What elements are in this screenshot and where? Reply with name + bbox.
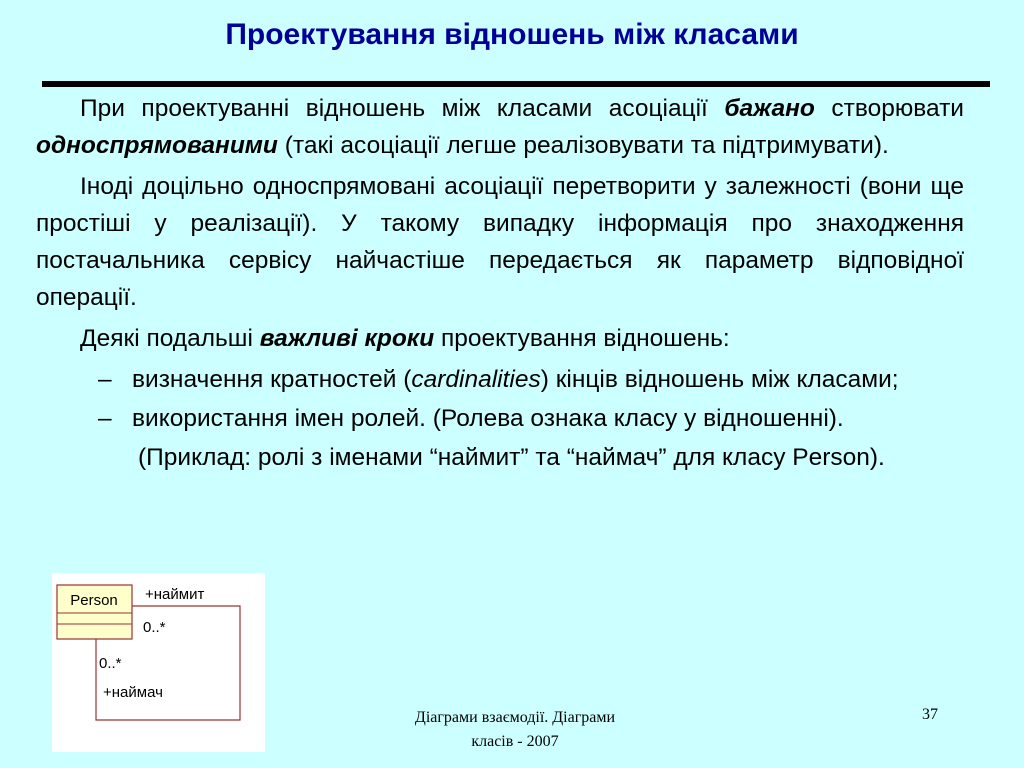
role-left-label: +наймач	[103, 684, 163, 701]
item2-text: використання імен ролей. (Ролева ознака класу у відношенні).	[132, 405, 844, 432]
bullet-dash: –	[98, 405, 112, 432]
paragraph-3	[36, 320, 964, 357]
slide-title: Проектування відношень між класами	[225, 18, 799, 51]
list-item	[36, 400, 964, 437]
item1-text-1: визначення кратностей (	[132, 366, 412, 393]
page-number: 37	[922, 706, 938, 723]
p1-text-3: (такі асоціації легше реалізовувати та підтримувати).	[277, 132, 889, 159]
paragraph-1	[36, 90, 964, 164]
p1-text-2: створювати	[814, 95, 964, 122]
list-item-continuation: (Приклад: ролі з іменами “наймит” та “наймач” для класу Person).	[138, 444, 885, 471]
slide-body	[36, 90, 964, 476]
bullet-dash: –	[98, 366, 112, 393]
role-top-label: +наймит	[145, 586, 205, 603]
footer-line-2: класів - 2007	[471, 733, 559, 750]
p3-text-1: Деякі подальші	[80, 325, 260, 352]
p3-text-2: проектування відношень:	[434, 325, 730, 352]
item1-italic: cardinalities	[411, 366, 541, 393]
multiplicity-left-label: 0..*	[99, 655, 122, 672]
list-item	[36, 361, 964, 398]
uml-diagram-svg	[52, 573, 265, 752]
slide-footer	[370, 706, 660, 754]
uml-class-diagram	[52, 573, 265, 752]
p1-text-1: При проектуванні відношень між класами асоціації	[80, 95, 725, 122]
class-name: Person	[70, 592, 118, 609]
p1-emphasis-2: односпрямованими	[36, 132, 278, 159]
multiplicity-top-label: 0..*	[143, 619, 166, 636]
title-divider	[42, 81, 990, 87]
p3-emphasis: важливі кроки	[259, 325, 435, 352]
p1-emphasis-1: бажано	[724, 95, 815, 122]
footer-line-1: Діаграми взаємодії. Діаграми	[414, 709, 616, 726]
item1-text-2: ) кінців відношень між класами;	[540, 366, 899, 393]
paragraph-2: Іноді доцільно односпрямовані асоціації перетворити у залежності (вони ще простіші у реалізації). У такому випадку інформація про знаходження постачальника сервісу найчастіше передається як параметр відповідної операції.	[36, 173, 964, 311]
